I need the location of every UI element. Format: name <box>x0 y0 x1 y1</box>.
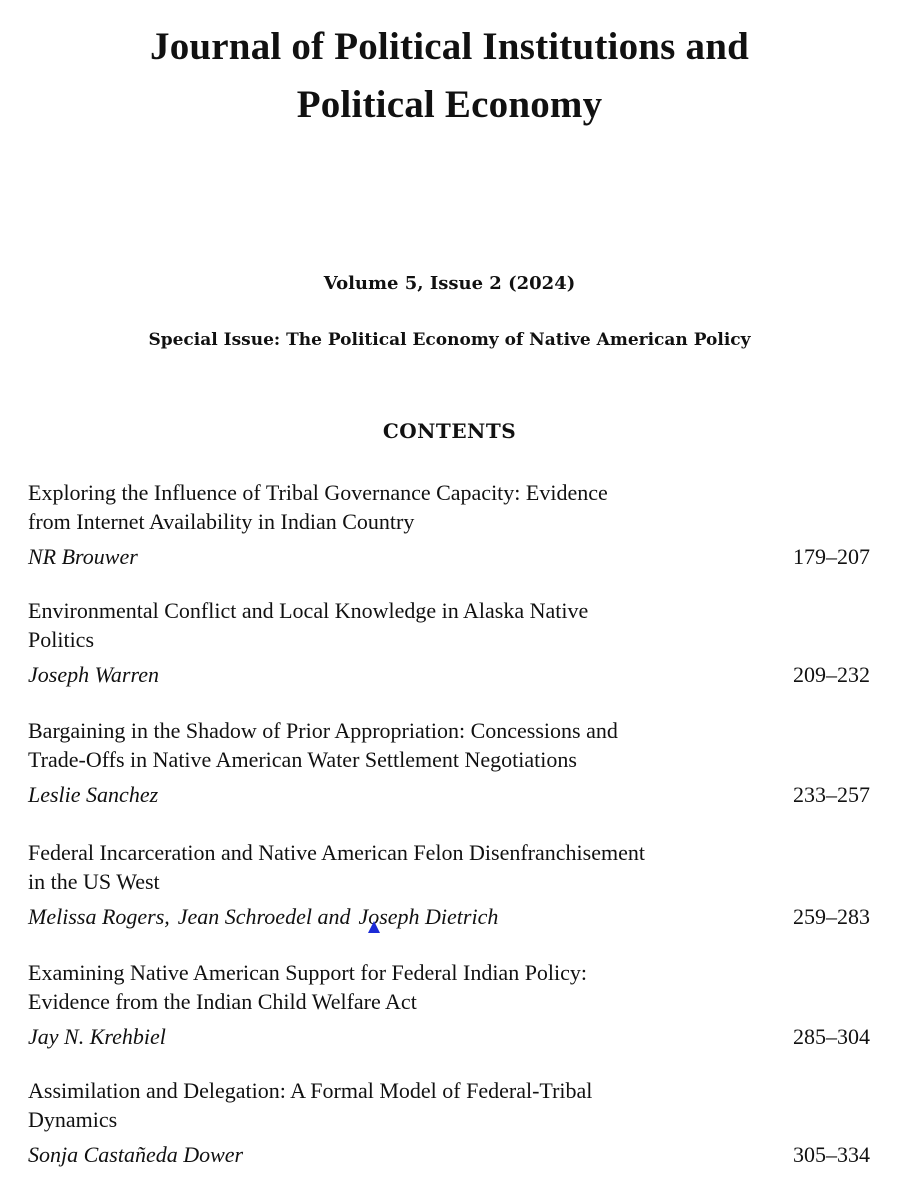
article-title-line-2: Dynamics <box>28 1107 118 1132</box>
toc-entry <box>28 596 870 694</box>
article-authors: Sonja Castañeda Dower <box>28 1142 244 1167</box>
article-title-line-1: Examining Native American Support for Federal Indian Policy: <box>28 960 588 985</box>
article-pages: 179–207 <box>793 544 870 569</box>
article-title-line-2: Trade-Offs in Native American Water Settlement Negotiations <box>28 747 577 772</box>
text-cursor-caret-icon <box>368 921 380 933</box>
entry-meta-row <box>28 1022 870 1056</box>
article-title <box>28 716 768 774</box>
author-name: Jean Schroedel <box>177 904 312 929</box>
article-authors: NR Brouwer <box>28 544 138 569</box>
author-conjunction: and <box>317 904 351 929</box>
article-title <box>28 958 768 1016</box>
article-pages: 285–304 <box>793 1024 870 1049</box>
entry-meta-row <box>28 1140 870 1174</box>
article-authors: Jay N. Krehbiel <box>28 1024 166 1049</box>
toc-entry <box>28 958 870 1056</box>
article-authors <box>28 902 498 932</box>
article-pages: 233–257 <box>793 782 870 807</box>
article-title-line-1: Exploring the Influence of Tribal Governance Capacity: Evidence <box>28 480 608 505</box>
article-title-line-1: Federal Incarceration and Native American Felon Disenfranchisement <box>28 840 645 865</box>
author-name: Joseph Dietrich <box>358 904 499 929</box>
entry-meta-row <box>28 780 870 814</box>
article-title <box>28 838 768 896</box>
article-title-line-2: from Internet Availability in Indian Country <box>28 509 415 534</box>
article-authors: Joseph Warren <box>28 662 159 687</box>
special-issue-title: Special Issue: The Political Economy of Native American Policy <box>148 330 751 350</box>
journal-title-line-1: Journal of Political Institutions and <box>150 25 749 68</box>
toc-entry <box>28 838 870 936</box>
author-name: Melissa Rogers, <box>28 904 170 929</box>
article-title-line-1: Environmental Conflict and Local Knowledge in Alaska Native <box>28 598 589 623</box>
article-title <box>28 596 768 654</box>
journal-title <box>20 18 879 134</box>
article-pages: 305–334 <box>793 1142 870 1167</box>
article-pages: 209–232 <box>793 662 870 687</box>
entry-meta-row <box>28 660 870 694</box>
volume-issue-line: Volume 5, Issue 2 (2024) <box>323 273 576 294</box>
toc-entry <box>28 1076 870 1174</box>
article-title-line-2: Politics <box>28 627 95 652</box>
entry-meta-row <box>28 902 870 936</box>
entry-meta-row <box>28 542 870 576</box>
article-title-line-2: in the US West <box>28 869 160 894</box>
article-title <box>28 478 768 536</box>
article-authors: Leslie Sanchez <box>28 782 159 807</box>
article-title <box>28 1076 768 1134</box>
article-title-line-1: Bargaining in the Shadow of Prior Appropriation: Concessions and <box>28 718 618 743</box>
toc-entry <box>28 716 870 814</box>
article-title-line-2: Evidence from the Indian Child Welfare Act <box>28 989 417 1014</box>
article-title-line-1: Assimilation and Delegation: A Formal Model of Federal-Tribal <box>28 1078 593 1103</box>
toc-entry <box>28 478 870 576</box>
contents-heading: CONTENTS <box>382 419 517 443</box>
article-pages: 259–283 <box>793 904 870 929</box>
journal-title-line-2: Political Economy <box>296 83 603 126</box>
